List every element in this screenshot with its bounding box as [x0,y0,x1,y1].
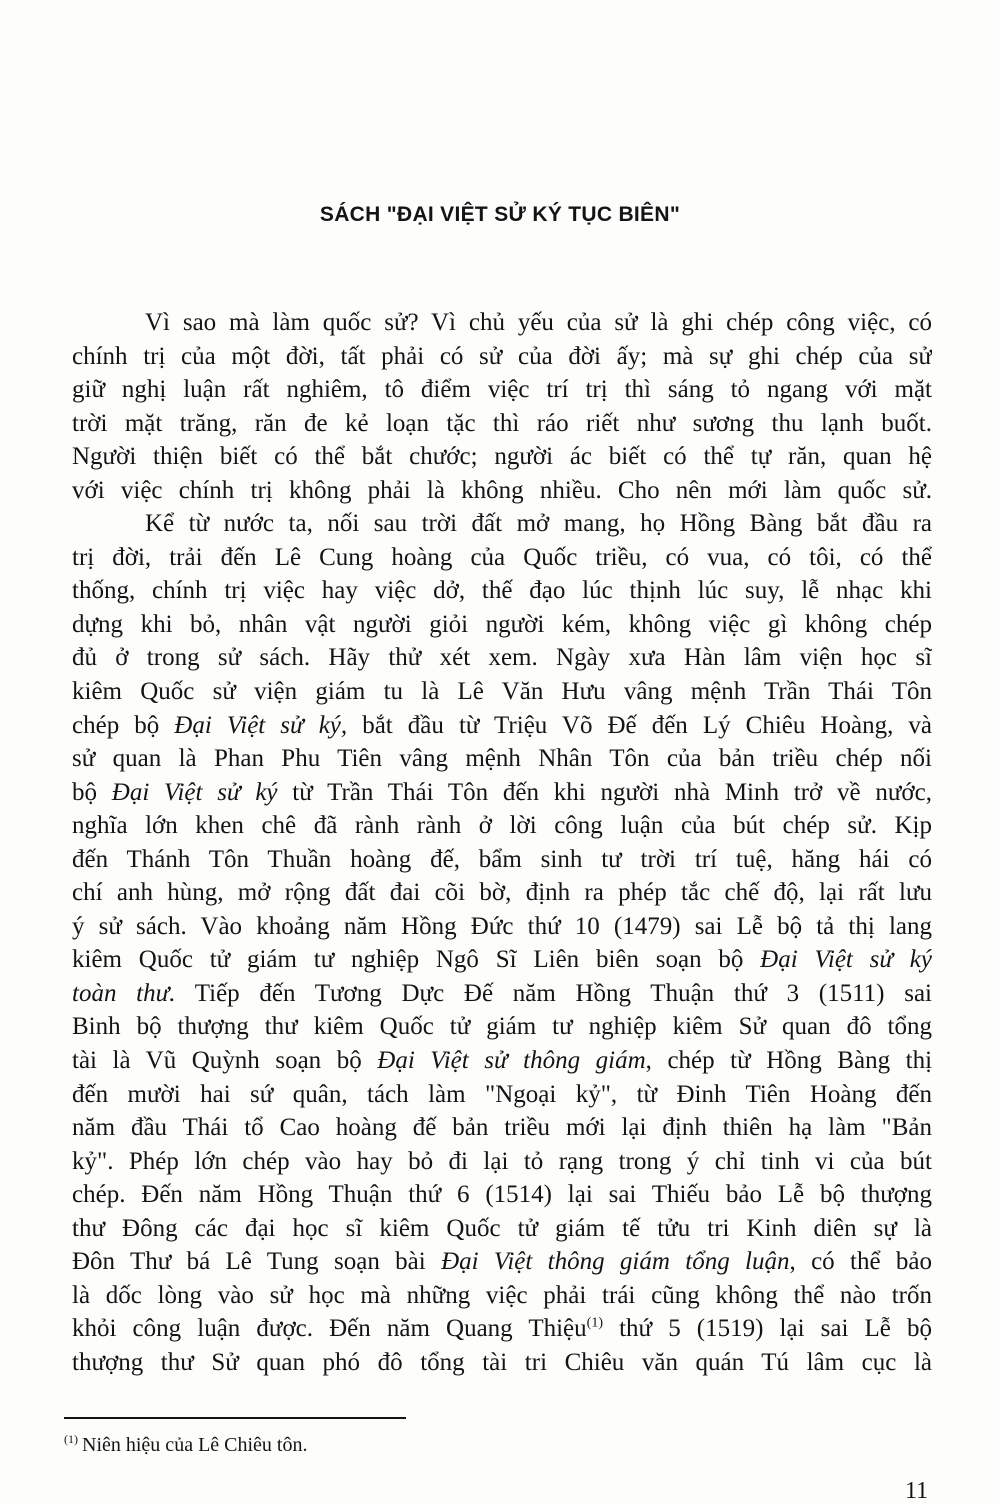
italic-book-title: toàn thư. [72,979,176,1007]
text-line: giữ nghị luận rất nghiêm, tô điểm việc trí trị thì sáng tỏ ngang với mặt [72,376,932,404]
footnote-marker: (1) [64,1432,78,1447]
text-segment: tài là Vũ Quỳnh soạn bộ [72,1047,378,1075]
text-segment: , có thể bảo [789,1248,932,1276]
footnote-rule [64,1417,406,1419]
text-segment: thứ 5 (1519) lại sai Lễ bộ [602,1315,932,1343]
text-line [72,1245,932,1279]
text-line: Vì sao mà làm quốc sử? Vì chủ yếu của sử là ghi chép công việc, có [145,309,932,336]
text-segment: bắt đầu từ Triệu Võ Đế đến Lý Chiêu Hoàng, và [347,711,932,739]
footnote-text: Niên hiệu của Lê Chiêu tôn. [82,1434,308,1456]
text-line: Binh bộ thượng thư kiêm Quốc tử giám tư nghiệp kiêm Sử quan đô tổng [72,1013,932,1041]
italic-book-title: Đại Việt sử ký, [174,711,348,739]
text-line: thống, chính trị việc hay việc dở, thế đạo lúc thịnh lúc suy, lễ nhạc khi [72,577,932,605]
chapter-title: SÁCH "ĐẠI VIỆT SỬ KÝ TỤC BIÊN" [319,203,681,226]
text-line: Kể từ nước ta, nối sau trời đất mở mang, họ Hồng Bàng bắt đầu ra [145,510,932,538]
page-number: 11 [905,1478,929,1504]
text-line: trời mặt trăng, răn đe kẻ loạn tặc thì ráo riết như sương thu lạnh buốt. [72,409,932,437]
text-line: đến mười hai sứ quân, tách làm "Ngoại kỷ", từ Đinh Tiên Hoàng đến [72,1080,932,1108]
text-line: thư Đông các đại học sĩ kiêm Quốc tử giám tế tửu tri Kinh diên sự là [72,1214,932,1242]
text-line: ý sử sách. Vào khoảng năm Hồng Đức thứ 10 (1479) sai Lễ bộ tả thị lang [72,912,932,940]
text-line: kỷ". Phép lớn chép vào hay bỏ đi lại tỏ rạng trong ý chỉ tinh vi của bút [72,1147,932,1175]
text-line: nghĩa lớn khen chê đã rành rành ở lời công luận của bút chép sử. Kịp [72,812,932,840]
italic-book-title: Đại Việt sử ký [760,946,932,974]
text-line [72,709,932,743]
text-segment: kiêm Quốc tử giám tư nghiệp Ngô Sĩ Liên biên soạn bộ [72,946,761,974]
text-line: kiêm Quốc sử viện giám tu là Lê Văn Hưu vâng mệnh Trần Thái Tôn [72,678,932,706]
text-line: chép. Đến năm Hồng Thuận thứ 6 (1514) lại sai Thiếu bảo Lễ bộ thượng [72,1181,932,1209]
italic-book-title: Đại Việt sử ký [111,778,278,806]
text-line: đủ ở trong sử sách. Hãy thử xét xem. Ngày xưa Hàn lâm viện học sĩ [72,644,932,672]
text-line [72,1312,932,1346]
text-line: trị đời, trải đến Lê Cung hoàng của Quốc triều, có vua, có tôi, có thể [72,543,932,571]
text-segment: bộ [72,778,112,806]
text-line: đến Thánh Tôn Thuần hoàng đế, bẩm sinh tư trời trí tuệ, hăng hái có [72,845,932,873]
text-line [72,977,932,1011]
text-segment: khỏi công luận được. Đến năm Quang Thiệu [72,1315,587,1343]
text-line: dựng khi bỏ, nhân vật người giỏi người kém, không việc gì không chép [72,610,932,638]
text-line: thượng thư Sử quan phó đô tổng tài tri Chiêu văn quán Tú lâm cục là [72,1348,932,1376]
footnote [64,1432,308,1458]
text-line [72,1044,932,1078]
text-line: năm đầu Thái tổ Cao hoàng đế bản triều mới lại định thiên hạ làm "Bản [72,1114,932,1142]
italic-book-title: Đại Việt sử thông giám [377,1047,646,1075]
footnote-reference: (1) [586,1316,603,1332]
text-segment: từ Trần Thái Tôn đến khi người nhà Minh trở về nước, [277,778,932,806]
text-line: chí anh hùng, mở rộng đất đai cõi bờ, định ra phép tắc chế độ, lại rất lưu [72,879,932,907]
body-text [72,306,932,1380]
text-line: Người thiện biết có thể bắt chước; người ác biết có thể tự răn, quan hệ [72,443,932,471]
text-segment: chép bộ [72,711,175,739]
text-line: với việc chính trị không phải là không nhiều. Cho nên mới làm quốc sử. [72,476,932,504]
text-line: sử quan là Phan Phu Tiên vâng mệnh Nhân Tôn của bản triều chép nối [72,745,932,773]
text-line: chính trị của một đời, tất phải có sử của đời ấy; mà sự ghi chép của sử [72,342,932,370]
text-line [72,943,932,977]
italic-book-title: Đại Việt thông giám tổng luận [441,1248,790,1276]
text-line [72,776,932,810]
text-segment: , chép từ Hồng Bàng thị [645,1047,932,1075]
text-segment: Tiếp đến Tương Dực Đế năm Hồng Thuận thứ 3 (1511) sai [175,979,932,1007]
text-line: là dốc lòng vào sử học mà những việc phải trái cũng không thể nào trốn [72,1281,932,1309]
text-segment: Đôn Thư bá Lê Tung soạn bài [72,1248,442,1276]
